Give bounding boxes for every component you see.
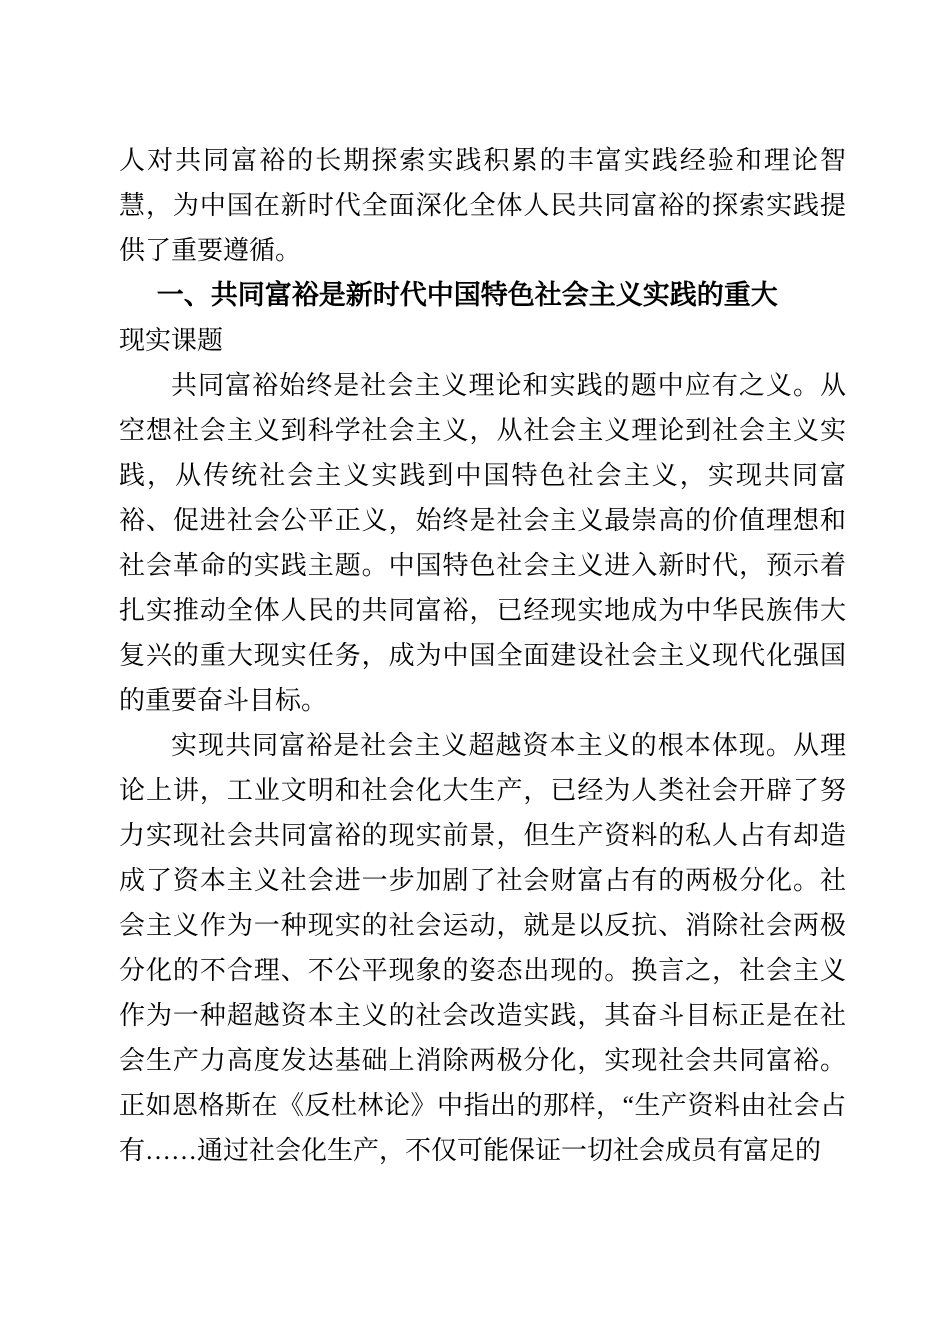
leading-paragraph: 人对共同富裕的长期探索实践积累的丰富实践经验和理论智慧，为中国在新时代全面深化全体人民共同富裕的探索实践提供了重要遵循。 xyxy=(119,146,846,265)
section-heading: 一、共同富裕是新时代中国特色社会主义实践的重大 xyxy=(156,280,778,310)
body-paragraph-1: 共同富裕始终是社会主义理论和实践的题中应有之义。从空想社会主义到科学社会主义，从社会主义理论到社会主义实践，从传统社会主义实践到中国特色社会主义，实现共同富裕、促进社会公平正义，始终是社会主义最崇高的价值理想和社会革命的实践主题。中国特色社会主义进入新时代，预示着扎实推动全体人民的共同富裕，已经现实地成为中华民族伟大复兴的重大现实任务，成为中国全面建设社会主义现代化强国的重要奋斗目标。 xyxy=(119,371,846,715)
document-body xyxy=(119,138,846,1173)
body-paragraph-2: 实现共同富裕是社会主义超越资本主义的根本体现。从理论上讲，工业文明和社会化大生产，已经为人类社会开辟了努力实现社会共同富裕的现实前景，但生产资料的私人占有却造成了资本主义社会进一步加剧了社会财富占有的两极分化。社会主义作为一种现实的社会运动，就是以反抗、消除社会两极分化的不合理、不公平现象的姿态出现的。换言之，社会主义作为一种超越资本主义的社会改造实践，其奋斗目标正是在社会生产力高度发达基础上消除两极分化，实现社会共同富裕。正如恩格斯在《反杜林论》中指出的那样，“生产资料由社会占有……通过社会化生产，不仅可能保证一切社会成员有富足的 xyxy=(119,731,846,1165)
section-heading-tail: 现实课题 xyxy=(119,326,224,355)
